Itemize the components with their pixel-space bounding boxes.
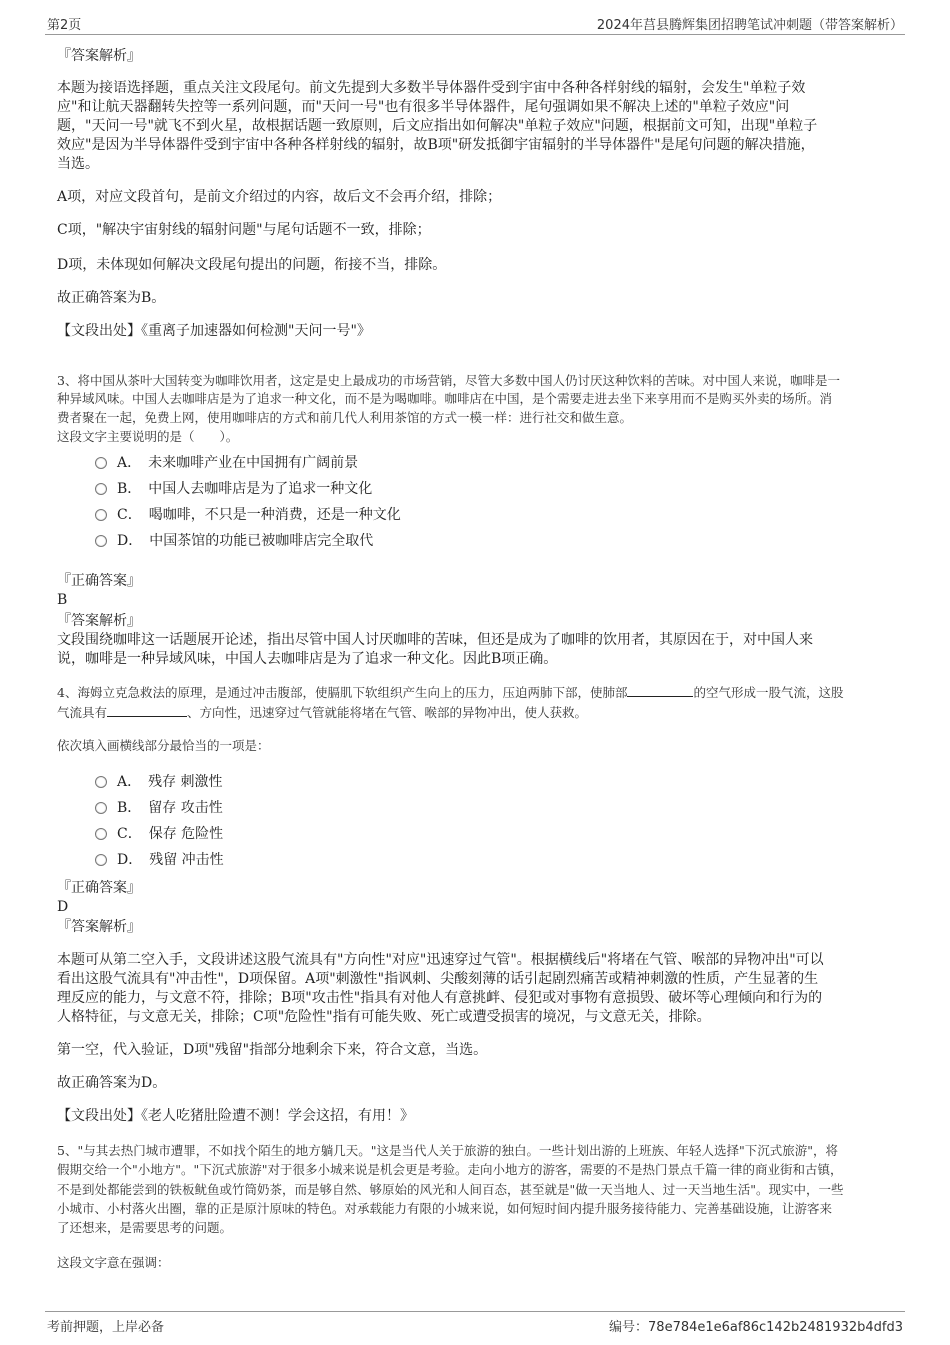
question-stem-line: 小城市、小村落火出圈，靠的正是原汁原味的特色。对承载能力有限的小城来说，如何短时间内提升服务接待能力、完善基础设施，让游客来 <box>57 1201 833 1216</box>
question-stem-line: 5、"与其去热门城市遭罪，不如找个陌生的地方躺几天。"这是当代人关于旅游的独白。一些计划出游的上班族、年轻人选择"下沉式旅游"，将 <box>57 1143 838 1158</box>
option-b[interactable]: B． 中国人去咖啡店是为了追求一种文化 <box>95 479 372 499</box>
question-stem-line: 3、将中国从茶叶大国转变为咖啡饮用者，这定是史上最成功的市场营销，尽管大多数中国人仍讨厌这种饮料的苦味。对中国人来说，咖啡是一 <box>57 373 840 388</box>
radio-button[interactable] <box>95 854 107 866</box>
option-d[interactable]: D． 中国茶馆的功能已被咖啡店完全取代 <box>95 531 373 551</box>
header-divider <box>45 34 905 35</box>
question-prompt: 这段文字主要说明的是（ ）。 <box>57 429 239 444</box>
radio-button[interactable] <box>95 802 107 814</box>
answer-conclusion: 故正确答案为D。 <box>57 1075 167 1091</box>
question-stem-line: 了还想来，是需要思考的问题。 <box>57 1220 233 1235</box>
answer-tag: 『正确答案』 <box>57 880 141 896</box>
analysis-line: 第一空，代入验证，D项"残留"指部分地剩余下来，符合文意，当选。 <box>57 1042 488 1058</box>
option-c[interactable]: C． 喝咖啡，不只是一种消费，还是一种文化 <box>95 505 401 525</box>
footer-slogan: 考前押题，上岸必备 <box>47 1320 165 1335</box>
fill-blank-1 <box>627 684 693 697</box>
option-d[interactable]: D． 残留 冲击性 <box>95 850 224 870</box>
analysis-line: 理反应的能力，与文意不符，排除；B项"攻击性"指具有对他人有意挑衅、侵犯或对事物有意损毁、破坏等心理倾向和行为的 <box>57 990 823 1006</box>
fill-blank-2 <box>107 704 187 717</box>
answer-value: B <box>57 592 68 608</box>
radio-button[interactable] <box>95 535 107 547</box>
radio-button[interactable] <box>95 776 107 788</box>
analysis-line: 文段围绕咖啡这一话题展开论述，指出尽管中国人讨厌咖啡的苦味，但还是成为了咖啡的饮用者，其原因在于，对中国人来 <box>57 632 813 648</box>
option-a[interactable]: A． 未来咖啡产业在中国拥有广阔前景 <box>95 453 358 473</box>
analysis-line: 本题可从第二空入手，文段讲述这股气流具有"方向性"对应"迅速穿过气管"。根据横线后"将堵在气管、喉部的异物冲出"可以 <box>57 952 824 968</box>
source-reference: 【文段出处】《重离子加速器如何检测"天问一号"》 <box>57 323 371 339</box>
analysis-line: 本题为接语选择题，重点关注文段尾句。前文先提到大多数半导体器件受到宇宙中各种各样射线的辐射，会发生"单粒子效 <box>57 80 806 96</box>
analysis-line: 说，咖啡是一种异域风味，中国人去咖啡店是为了追求一种文化。因此B项正确。 <box>57 651 558 667</box>
document-title: 2024年莒县腾辉集团招聘笔试冲刺题（带答案解析） <box>596 18 903 33</box>
analysis-tag: 『答案解析』 <box>57 919 141 935</box>
answer-value: D <box>57 899 69 915</box>
radio-button[interactable] <box>95 483 107 495</box>
option-c[interactable]: C． 保存 危险性 <box>95 824 223 844</box>
analysis-option-c: C项，"解决宇宙射线的辐射问题"与尾句话题不一致，排除； <box>57 222 431 238</box>
analysis-line: 人格特征，与文意无关，排除；C项"危险性"指有可能失败、死亡或遭受损害的境况，与文意无关，排除。 <box>57 1009 711 1025</box>
question-stem-line: 假期交给一个"小地方"。"下沉式旅游"对于很多小城来说是机会更是考验。走向小地方的游客，需要的不是热门景点千篇一律的商业街和古镇， <box>57 1162 843 1177</box>
question-stem-line: 种异域风味。中国人去咖啡店是为了追求一种文化，而不是为喝咖啡。咖啡店在中国，是个需要走进去坐下来享用而不是购买外卖的场所。消 <box>57 391 833 406</box>
question-stem-line: 气流具有 、方向性，迅速穿过气管就能将堵在气管、喉部的异物冲出，使人获救。 <box>57 705 588 720</box>
radio-button[interactable] <box>95 828 107 840</box>
source-reference: 【文段出处】《老人吃猪肚险遭不测！学会这招，有用！》 <box>57 1108 414 1124</box>
question-stem-line: 不是到处都能尝到的铁板鱿鱼或竹筒奶茶，而是够自然、够原始的风光和人间百态，甚至就是"做一天当地人、过一天当地生活"。现实中，一些 <box>57 1182 844 1197</box>
option-a[interactable]: A． 残存 刺激性 <box>95 772 223 792</box>
document-id: 编号：78e784e1e6af86c142b2481932b4dfd3 <box>609 1320 903 1335</box>
analysis-line: 看出这股气流具有"冲击性"，D项保留。A项"刺激性"指讽刺、尖酸刻薄的话引起剧烈痛苦或精神刺激的性质，产生显著的生 <box>57 971 819 987</box>
question-stem-line: 费者聚在一起，免费上网，使用咖啡店的方式和前几代人利用茶馆的方式一模一样：进行社交和做生意。 <box>57 410 633 425</box>
analysis-line: 应"和让航天器翻转失控等一系列问题，而"天问一号"也有很多半导体器件，尾句强调如果不解决上述的"单粒子效应"问 <box>57 99 790 115</box>
answer-tag: 『正确答案』 <box>57 573 141 589</box>
question-prompt: 这段文字意在强调： <box>57 1255 170 1270</box>
answer-conclusion: 故正确答案为B。 <box>57 290 166 306</box>
analysis-option-d: D项，未体现如何解决文段尾句提出的问题，衔接不当，排除。 <box>57 257 447 273</box>
analysis-tag: 『答案解析』 <box>57 48 141 64</box>
analysis-line: 效应"是因为半导体器件受到宇宙中各种各样射线的辐射，故B项"研发抵御宇宙辐射的半导体器件"是尾句问题的解决措施， <box>57 137 815 153</box>
option-b[interactable]: B． 留存 攻击性 <box>95 798 223 818</box>
footer-divider <box>45 1311 905 1312</box>
analysis-option-a: A项，对应文段首句，是前文介绍过的内容，故后文不会再介绍，排除； <box>57 189 502 205</box>
radio-button[interactable] <box>95 457 107 469</box>
question-prompt: 依次填入画横线部分最恰当的一项是： <box>57 738 270 753</box>
page-number: 第2页 <box>47 18 82 33</box>
question-stem-line: 4、海姆立克急救法的原理，是通过冲击腹部，使膈肌下软组织产生向上的压力，压迫两肺下部，使肺部 的空气形成一股气流，这股 <box>57 685 844 700</box>
analysis-line: 当选。 <box>57 156 99 172</box>
analysis-line: 题，"天问一号"就飞不到火星，故根据话题一致原则，后文应指出如何解决"单粒子效应"问题，根据前文可知，出现"单粒子 <box>57 118 818 134</box>
analysis-tag: 『答案解析』 <box>57 613 141 629</box>
radio-button[interactable] <box>95 509 107 521</box>
